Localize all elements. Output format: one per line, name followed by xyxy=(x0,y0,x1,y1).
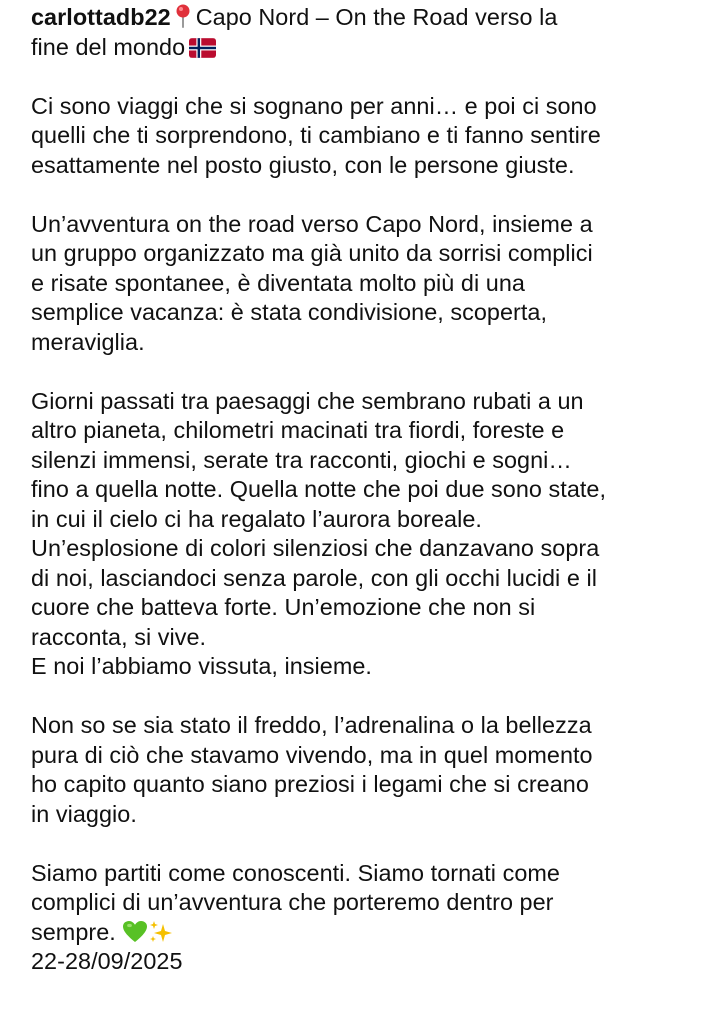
caption-line: semplice vacanza: è stata condivisione, scoperta, xyxy=(31,299,548,325)
caption-line: Un’avventura on the road verso Capo Nord, insieme a xyxy=(31,210,593,237)
caption-line: quelli che ti sorprendono, ti cambiano e ti fanno sentire xyxy=(31,122,601,148)
caption-line: cuore che batteva forte. Un’emozione che non si xyxy=(31,594,536,620)
caption-paragraph-4 xyxy=(31,711,691,829)
post-title-line-2: fine del mondo xyxy=(31,33,186,60)
caption-line: e risate spontanee, è diventata molto più di una xyxy=(31,269,525,296)
caption-paragraph-5 xyxy=(31,859,691,977)
post-date: 22-28/09/2025 xyxy=(31,948,183,974)
green-heart-icon xyxy=(122,920,148,944)
caption-header xyxy=(31,3,691,62)
caption-line: ho capito quanto siano preziosi i legami che si creano xyxy=(31,771,589,797)
caption-line: Siamo partiti come conoscenti. Siamo tornati come xyxy=(31,859,560,886)
norway-flag-icon xyxy=(189,38,216,58)
caption-line: pura di ciò che stavamo vivendo, ma in quel momento xyxy=(31,741,593,768)
caption-line: Non so se sia stato il freddo, l’adrenalina o la bellezza xyxy=(31,712,592,738)
caption-line: un gruppo organizzato ma già unito da sorrisi complici xyxy=(31,240,593,266)
caption-line: E noi l’abbiamo vissuta, insieme. xyxy=(31,653,372,679)
caption-line: complici di un’avventura che porteremo dentro per xyxy=(31,889,554,915)
caption-line: Giorni passati tra paesaggi che sembrano rubati a un xyxy=(31,387,584,414)
username-link[interactable]: carlottadb22 xyxy=(31,4,171,30)
caption-line: esattamente nel posto giusto, con le persone giuste. xyxy=(31,151,575,178)
caption-line: di noi, lasciandoci senza parole, con gli occhi lucidi e il xyxy=(31,564,597,591)
caption-line: Un’esplosione di colori silenziosi che danzavano sopra xyxy=(31,535,600,561)
caption-line: sempre. xyxy=(31,918,116,945)
caption-line: silenzi immensi, serate tra racconti, giochi e sogni… xyxy=(31,446,572,473)
sparkles-icon xyxy=(148,920,174,944)
caption-line: fino a quella notte. Quella notte che poi due sono state, xyxy=(31,476,607,502)
caption-line: meraviglia. xyxy=(31,328,145,355)
caption-paragraph-2 xyxy=(31,210,691,358)
post-title-line-1: Capo Nord – On the Road verso la xyxy=(195,4,558,30)
caption-paragraph-1 xyxy=(31,92,691,181)
post-caption xyxy=(31,3,691,977)
caption-line: in cui il cielo ci ha regalato l’aurora boreale. xyxy=(31,505,482,532)
caption-line: Ci sono viaggi che si sognano per anni… e poi ci sono xyxy=(31,92,597,119)
round-pushpin-icon xyxy=(174,4,192,28)
caption-line: racconta, si vive. xyxy=(31,623,207,650)
caption-line: in viaggio. xyxy=(31,800,137,827)
caption-paragraph-3 xyxy=(31,387,691,682)
caption-line: altro pianeta, chilometri macinati tra fiordi, foreste e xyxy=(31,417,565,443)
